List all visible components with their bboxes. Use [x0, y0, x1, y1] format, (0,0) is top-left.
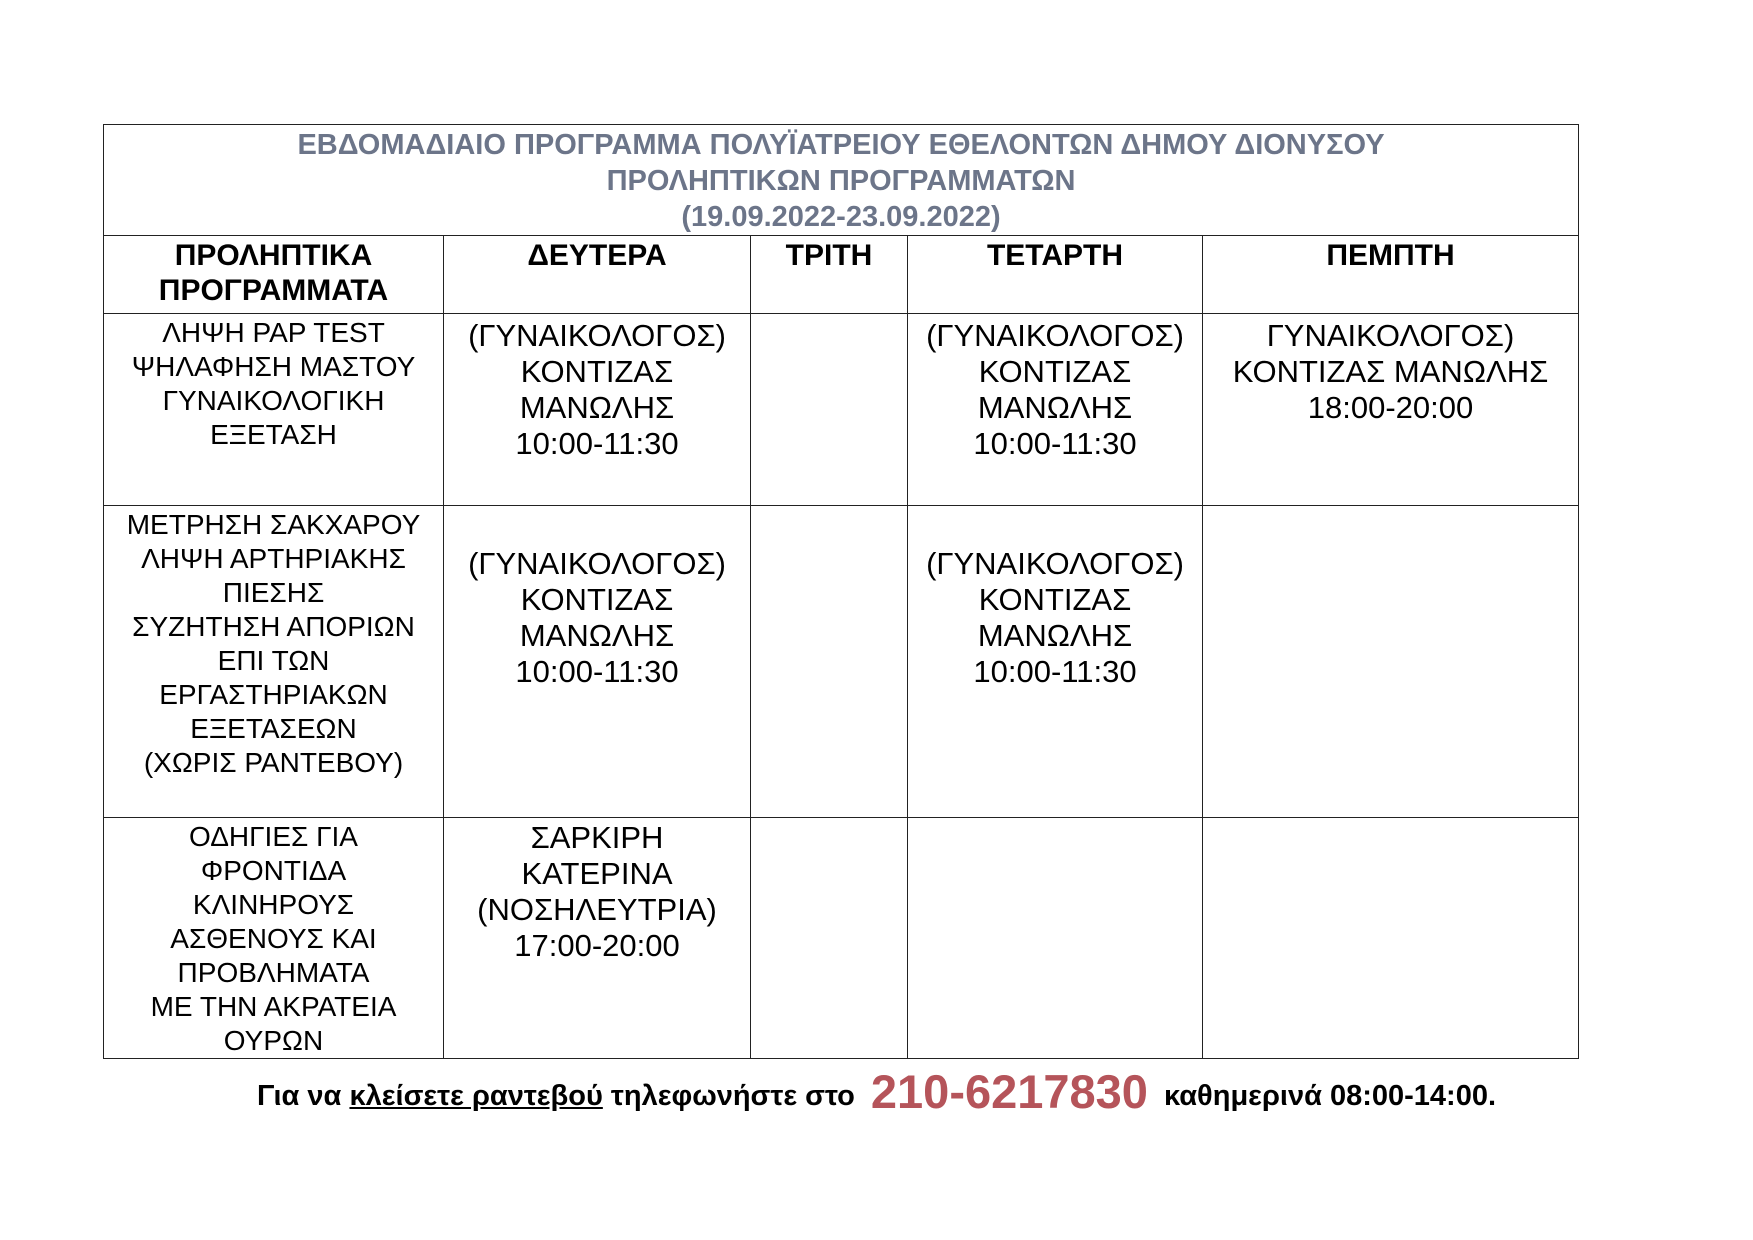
monday-slot: (ΓΥΝΑΙΚΟΛΟΓΟΣ) ΚΟΝΤΙΖΑΣ ΜΑΝΩΛΗΣ 10:00-11:30 — [444, 314, 751, 506]
monday-slot: (ΓΥΝΑΙΚΟΛΟΓΟΣ) ΚΟΝΤΙΖΑΣ ΜΑΝΩΛΗΣ 10:00-11:30 — [444, 506, 751, 818]
wednesday-slot: (ΓΥΝΑΙΚΟΛΟΓΟΣ) ΚΟΝΤΙΖΑΣ ΜΑΝΩΛΗΣ 10:00-11:30 — [908, 314, 1203, 506]
tuesday-slot — [751, 506, 908, 818]
footer-prefix: Για να — [256, 1080, 342, 1112]
schedule-table — [103, 124, 1579, 1059]
footer-middle: τηλεφωνήστε στο — [610, 1080, 855, 1112]
header-monday: ΔΕΥΤΕΡΑ — [444, 236, 751, 314]
program-cell: ΜΕΤΡΗΣΗ ΣΑΚΧΑΡΟΥ ΛΗΨΗ ΑΡΤΗΡΙΑΚΗΣ ΠΙΕΣΗΣ ΣΥΖΗΤΗΣΗ ΑΠΟΡΙΩΝ ΕΠΙ ΤΩΝ ΕΡΓΑΣΤΗΡΙΑΚΩΝ ΕΞΕΤΑΣΕΩΝ (ΧΩΡΙΣ ΡΑΝΤΕΒΟΥ) — [104, 506, 444, 818]
wednesday-slot — [908, 818, 1203, 1059]
thursday-slot — [1203, 506, 1579, 818]
program-cell: ΛΗΨΗ PAP TEST ΨΗΛΑΦΗΣΗ ΜΑΣΤΟΥ ΓΥΝΑΙΚΟΛΟΓΙΚΗ ΕΞΕΤΑΣΗ — [104, 314, 444, 506]
header-wednesday: ΤΕΤΑΡΤΗ — [908, 236, 1203, 314]
title-line-2: ΠΡΟΛΗΠΤΙΚΩΝ ΠΡΟΓΡΑΜΜΑΤΩΝ — [606, 165, 1076, 197]
table-row — [104, 818, 1579, 1059]
schedule-title — [104, 125, 1579, 236]
title-line-1: ΕΒΔΟΜΑΔΙΑΙΟ ΠΡΟΓΡΑΜΜΑ ΠΟΛΥΪΑΤΡΕΙΟΥ ΕΘΕΛΟΝΤΩΝ ΔΗΜΟΥ ΔΙΟΝΥΣΟΥ — [297, 129, 1385, 161]
appointment-note — [0, 1064, 1753, 1119]
table-row — [104, 506, 1579, 818]
header-programs: ΠΡΟΛΗΠΤΙΚΑ ΠΡΟΓΡΑΜΜΑΤΑ — [104, 236, 444, 314]
wednesday-slot: (ΓΥΝΑΙΚΟΛΟΓΟΣ) ΚΟΝΤΙΖΑΣ ΜΑΝΩΛΗΣ 10:00-11:30 — [908, 506, 1203, 818]
tuesday-slot — [751, 818, 908, 1059]
thursday-slot — [1203, 818, 1579, 1059]
title-line-3: (19.09.2022-23.09.2022) — [681, 201, 1001, 233]
header-tuesday: ΤΡΙΤΗ — [751, 236, 908, 314]
monday-slot: ΣΑΡΚΙΡΗ ΚΑΤΕΡΙΝΑ (ΝΟΣΗΛΕΥΤΡΙΑ) 17:00-20:00 — [444, 818, 751, 1059]
thursday-slot: ΓΥΝΑΙΚΟΛΟΓΟΣ) ΚΟΝΤΙΖΑΣ ΜΑΝΩΛΗΣ 18:00-20:00 — [1203, 314, 1579, 506]
table-row — [104, 314, 1579, 506]
header-thursday: ΠΕΜΠΤΗ — [1203, 236, 1579, 314]
footer-suffix: καθημερινά 08:00-14:00. — [1164, 1080, 1497, 1112]
footer-underlined: κλείσετε ραντεβού — [349, 1080, 603, 1112]
program-cell: ΟΔΗΓΙΕΣ ΓΙΑ ΦΡΟΝΤΙΔΑ ΚΛΙΝΗΡΟΥΣ ΑΣΘΕΝΟΥΣ ΚΑΙ ΠΡΟΒΛΗΜΑΤΑ ΜΕ ΤΗΝ ΑΚΡΑΤΕΙΑ ΟΥΡΩΝ — [104, 818, 444, 1059]
phone-number: 210-6217830 — [870, 1065, 1148, 1118]
tuesday-slot — [751, 314, 908, 506]
